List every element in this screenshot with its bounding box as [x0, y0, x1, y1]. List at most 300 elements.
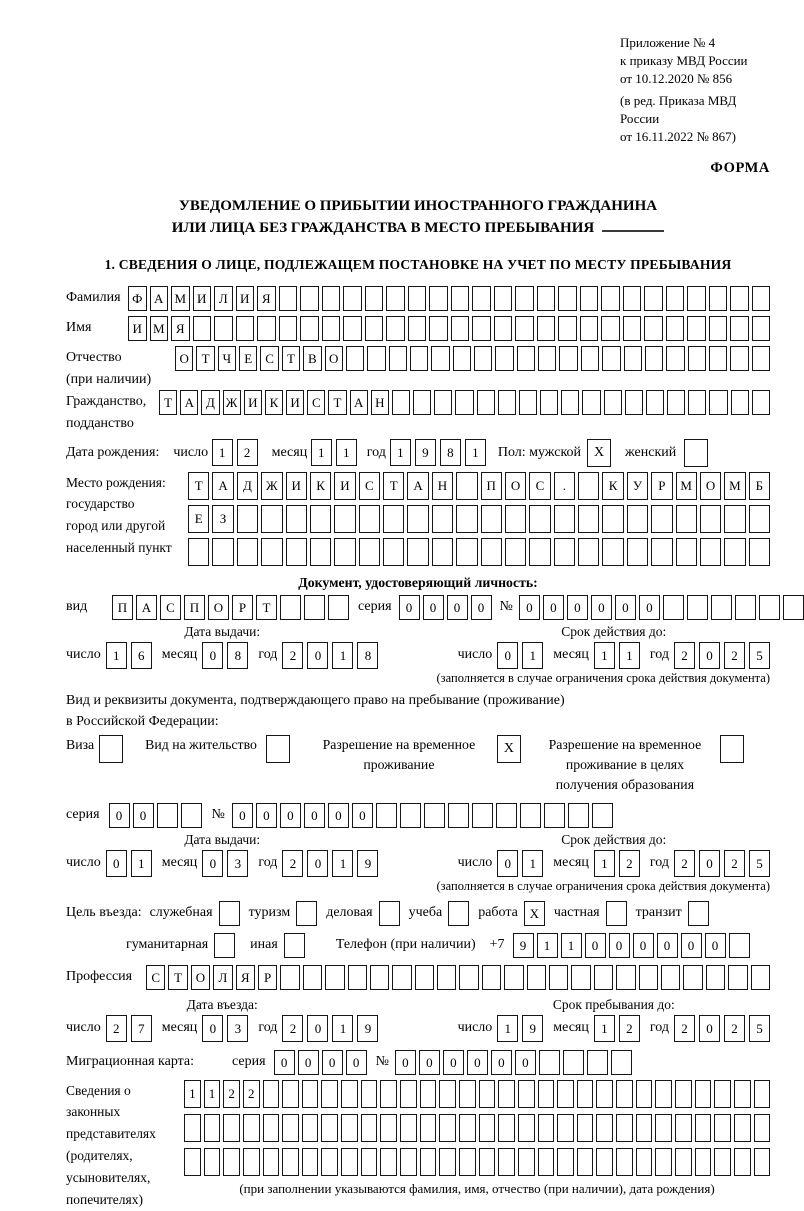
char-cell[interactable]: К: [265, 390, 283, 415]
char-cell[interactable]: [261, 538, 282, 566]
char-cell[interactable]: [496, 803, 517, 828]
char-cell[interactable]: 1: [184, 1080, 201, 1108]
char-cell[interactable]: [257, 316, 276, 341]
char-cell[interactable]: [675, 1114, 692, 1142]
char-cell[interactable]: [367, 346, 385, 371]
char-cell[interactable]: [302, 1148, 319, 1176]
char-cell[interactable]: [310, 505, 331, 533]
char-cell[interactable]: [380, 1148, 397, 1176]
char-cell[interactable]: 1: [332, 642, 353, 669]
char-cell[interactable]: [538, 1148, 555, 1176]
char-cell[interactable]: 0: [497, 642, 518, 669]
char-cell[interactable]: 8: [440, 439, 461, 466]
char-cell[interactable]: [644, 316, 663, 341]
char-cell[interactable]: С: [307, 390, 325, 415]
char-cell[interactable]: 1: [390, 439, 411, 466]
char-cell[interactable]: [204, 1114, 221, 1142]
char-cell[interactable]: 2: [237, 439, 258, 466]
char-cell[interactable]: [666, 346, 684, 371]
char-cell[interactable]: [429, 286, 448, 311]
char-cell[interactable]: Т: [196, 346, 214, 371]
char-cell[interactable]: [392, 390, 410, 415]
char-cell[interactable]: [243, 1114, 260, 1142]
char-cell[interactable]: [99, 735, 123, 763]
char-cell[interactable]: [557, 1080, 574, 1108]
char-cell[interactable]: В: [303, 346, 321, 371]
char-cell[interactable]: [752, 286, 771, 311]
char-cell[interactable]: З: [212, 505, 233, 533]
char-cell[interactable]: [456, 538, 477, 566]
char-cell[interactable]: [451, 316, 470, 341]
char-cell[interactable]: [720, 735, 744, 763]
char-cell[interactable]: 1: [106, 642, 127, 669]
char-cell[interactable]: 0: [419, 1050, 440, 1075]
char-cell[interactable]: [302, 1080, 319, 1108]
char-cell[interactable]: 0: [395, 1050, 416, 1075]
char-cell[interactable]: И: [286, 390, 304, 415]
char-cell[interactable]: [666, 286, 685, 311]
char-cell[interactable]: [577, 1080, 594, 1108]
char-cell[interactable]: [749, 505, 770, 533]
char-cell[interactable]: [413, 390, 431, 415]
char-cell[interactable]: 0: [133, 803, 154, 828]
char-cell[interactable]: [321, 1114, 338, 1142]
char-cell[interactable]: [459, 965, 478, 990]
char-cell[interactable]: [296, 901, 317, 926]
char-cell[interactable]: [616, 1114, 633, 1142]
char-cell[interactable]: О: [208, 595, 229, 620]
char-cell[interactable]: Д: [201, 390, 219, 415]
char-cell[interactable]: [237, 538, 258, 566]
char-cell[interactable]: 9: [415, 439, 436, 466]
char-cell[interactable]: [538, 1114, 555, 1142]
char-cell[interactable]: [676, 505, 697, 533]
char-cell[interactable]: П: [481, 472, 502, 500]
char-cell[interactable]: 9: [357, 1015, 378, 1042]
char-cell[interactable]: 5: [749, 850, 770, 877]
char-cell[interactable]: 0: [202, 850, 223, 877]
char-cell[interactable]: [263, 1114, 280, 1142]
char-cell[interactable]: [520, 803, 541, 828]
char-cell[interactable]: 2: [282, 642, 303, 669]
char-cell[interactable]: 0: [307, 850, 328, 877]
char-cell[interactable]: [730, 346, 748, 371]
char-cell[interactable]: [751, 965, 770, 990]
char-cell[interactable]: [420, 1080, 437, 1108]
char-cell[interactable]: [666, 316, 685, 341]
char-cell[interactable]: [420, 1148, 437, 1176]
char-cell[interactable]: Р: [651, 472, 672, 500]
char-cell[interactable]: [700, 538, 721, 566]
char-cell[interactable]: [279, 286, 298, 311]
char-cell[interactable]: И: [244, 390, 262, 415]
char-cell[interactable]: 9: [513, 933, 534, 958]
char-cell[interactable]: [687, 595, 708, 620]
char-cell[interactable]: [549, 965, 568, 990]
char-cell[interactable]: М: [724, 472, 745, 500]
char-cell[interactable]: [448, 803, 469, 828]
char-cell[interactable]: [386, 316, 405, 341]
char-cell[interactable]: [243, 1148, 260, 1176]
char-cell[interactable]: [623, 286, 642, 311]
char-cell[interactable]: 0: [328, 803, 349, 828]
char-cell[interactable]: [709, 316, 728, 341]
char-cell[interactable]: 0: [639, 595, 660, 620]
char-cell[interactable]: 1: [594, 642, 615, 669]
char-cell[interactable]: [392, 965, 411, 990]
char-cell[interactable]: [482, 965, 501, 990]
char-cell[interactable]: 0: [609, 933, 630, 958]
char-cell[interactable]: Я: [257, 286, 276, 311]
char-cell[interactable]: [783, 595, 804, 620]
char-cell[interactable]: [459, 1080, 476, 1108]
char-cell[interactable]: М: [171, 286, 190, 311]
char-cell[interactable]: [348, 965, 367, 990]
char-cell[interactable]: 0: [519, 595, 540, 620]
char-cell[interactable]: [282, 1080, 299, 1108]
char-cell[interactable]: [688, 346, 706, 371]
char-cell[interactable]: 0: [423, 595, 444, 620]
char-cell[interactable]: [181, 803, 202, 828]
char-cell[interactable]: [459, 1114, 476, 1142]
char-cell[interactable]: [711, 595, 732, 620]
char-cell[interactable]: [518, 1114, 535, 1142]
char-cell[interactable]: [481, 505, 502, 533]
char-cell[interactable]: [188, 538, 209, 566]
title-blank-line[interactable]: [602, 217, 664, 232]
char-cell[interactable]: [479, 1114, 496, 1142]
char-cell[interactable]: [527, 965, 546, 990]
char-cell[interactable]: [424, 803, 445, 828]
char-cell[interactable]: [596, 1114, 613, 1142]
char-cell[interactable]: [675, 1148, 692, 1176]
char-cell[interactable]: [459, 1148, 476, 1176]
char-cell[interactable]: 1: [131, 850, 152, 877]
char-cell[interactable]: [432, 505, 453, 533]
char-cell[interactable]: [538, 1080, 555, 1108]
char-cell[interactable]: Д: [237, 472, 258, 500]
char-cell[interactable]: 0: [202, 1015, 223, 1042]
char-cell[interactable]: [346, 346, 364, 371]
char-cell[interactable]: [415, 965, 434, 990]
char-cell[interactable]: [303, 965, 322, 990]
char-cell[interactable]: Л: [213, 965, 232, 990]
char-cell[interactable]: И: [193, 286, 212, 311]
char-cell[interactable]: [594, 965, 613, 990]
char-cell[interactable]: [408, 316, 427, 341]
char-cell[interactable]: [606, 901, 627, 926]
char-cell[interactable]: [687, 316, 706, 341]
char-cell[interactable]: [687, 286, 706, 311]
char-cell[interactable]: [604, 390, 622, 415]
char-cell[interactable]: О: [175, 346, 193, 371]
char-cell[interactable]: 2: [674, 850, 695, 877]
char-cell[interactable]: 3: [227, 850, 248, 877]
char-cell[interactable]: [481, 538, 502, 566]
char-cell[interactable]: И: [286, 472, 307, 500]
char-cell[interactable]: [505, 505, 526, 533]
char-cell[interactable]: [472, 286, 491, 311]
char-cell[interactable]: [383, 505, 404, 533]
char-cell[interactable]: [322, 316, 341, 341]
char-cell[interactable]: [431, 346, 449, 371]
char-cell[interactable]: [420, 1114, 437, 1142]
char-cell[interactable]: 2: [724, 642, 745, 669]
char-cell[interactable]: А: [212, 472, 233, 500]
char-cell[interactable]: [728, 965, 747, 990]
char-cell[interactable]: [328, 595, 349, 620]
char-cell[interactable]: 1: [561, 933, 582, 958]
char-cell[interactable]: 0: [232, 803, 253, 828]
char-cell[interactable]: [568, 803, 589, 828]
char-cell[interactable]: 9: [357, 850, 378, 877]
char-cell[interactable]: [544, 803, 565, 828]
char-cell[interactable]: 1: [522, 850, 543, 877]
char-cell[interactable]: [644, 286, 663, 311]
char-cell[interactable]: [724, 505, 745, 533]
char-cell[interactable]: [537, 286, 556, 311]
char-cell[interactable]: Б: [749, 472, 770, 500]
char-cell[interactable]: С: [529, 472, 550, 500]
char-cell[interactable]: [376, 803, 397, 828]
char-cell[interactable]: 0: [699, 1015, 720, 1042]
char-cell[interactable]: [734, 1148, 751, 1176]
char-cell[interactable]: [334, 505, 355, 533]
char-cell[interactable]: [439, 1080, 456, 1108]
char-cell[interactable]: 0: [447, 595, 468, 620]
char-cell[interactable]: [695, 1148, 712, 1176]
char-cell[interactable]: [587, 1050, 608, 1075]
char-cell[interactable]: [734, 1114, 751, 1142]
char-cell[interactable]: [602, 538, 623, 566]
char-cell[interactable]: [477, 390, 495, 415]
char-cell[interactable]: [623, 316, 642, 341]
char-cell[interactable]: 0: [705, 933, 726, 958]
char-cell[interactable]: С: [146, 965, 165, 990]
char-cell[interactable]: У: [627, 472, 648, 500]
char-cell[interactable]: 0: [633, 933, 654, 958]
char-cell[interactable]: [341, 1080, 358, 1108]
char-cell[interactable]: [472, 803, 493, 828]
char-cell[interactable]: [700, 505, 721, 533]
char-cell[interactable]: [383, 538, 404, 566]
char-cell[interactable]: [456, 472, 477, 500]
char-cell[interactable]: 2: [282, 850, 303, 877]
char-cell[interactable]: [453, 346, 471, 371]
char-cell[interactable]: [554, 538, 575, 566]
char-cell[interactable]: [479, 1148, 496, 1176]
char-cell[interactable]: [451, 286, 470, 311]
char-cell[interactable]: [282, 1148, 299, 1176]
char-cell[interactable]: [495, 346, 513, 371]
char-cell[interactable]: [709, 346, 727, 371]
char-cell[interactable]: [157, 803, 178, 828]
char-cell[interactable]: [439, 1148, 456, 1176]
char-cell[interactable]: [636, 1148, 653, 1176]
char-cell[interactable]: [389, 346, 407, 371]
char-cell[interactable]: [537, 316, 556, 341]
char-cell[interactable]: [655, 1148, 672, 1176]
char-cell[interactable]: И: [128, 316, 147, 341]
char-cell[interactable]: [455, 390, 473, 415]
char-cell[interactable]: [730, 316, 749, 341]
char-cell[interactable]: [611, 1050, 632, 1075]
char-cell[interactable]: С: [260, 346, 278, 371]
char-cell[interactable]: 1: [204, 1080, 221, 1108]
char-cell[interactable]: [286, 538, 307, 566]
char-cell[interactable]: [577, 1114, 594, 1142]
char-cell[interactable]: [432, 538, 453, 566]
char-cell[interactable]: 0: [585, 933, 606, 958]
char-cell[interactable]: [400, 1114, 417, 1142]
char-cell[interactable]: [676, 538, 697, 566]
char-cell[interactable]: [554, 505, 575, 533]
char-cell[interactable]: [518, 1080, 535, 1108]
char-cell[interactable]: 1: [465, 439, 486, 466]
char-cell[interactable]: Я: [236, 965, 255, 990]
char-cell[interactable]: [596, 1080, 613, 1108]
char-cell[interactable]: С: [359, 472, 380, 500]
char-cell[interactable]: [578, 505, 599, 533]
char-cell[interactable]: [759, 595, 780, 620]
char-cell[interactable]: [655, 1114, 672, 1142]
char-cell[interactable]: [752, 390, 770, 415]
char-cell[interactable]: [434, 390, 452, 415]
char-cell[interactable]: Ж: [223, 390, 241, 415]
char-cell[interactable]: А: [136, 595, 157, 620]
char-cell[interactable]: [646, 390, 664, 415]
char-cell[interactable]: 0: [699, 850, 720, 877]
char-cell[interactable]: [304, 595, 325, 620]
char-cell[interactable]: [663, 595, 684, 620]
char-cell[interactable]: [661, 965, 680, 990]
char-cell[interactable]: 0: [567, 595, 588, 620]
char-cell[interactable]: [695, 1114, 712, 1142]
char-cell[interactable]: [578, 538, 599, 566]
char-cell[interactable]: [602, 505, 623, 533]
char-cell[interactable]: [494, 286, 513, 311]
char-cell[interactable]: 2: [223, 1080, 240, 1108]
char-cell[interactable]: А: [150, 286, 169, 311]
char-cell[interactable]: [529, 538, 550, 566]
char-cell[interactable]: Е: [239, 346, 257, 371]
char-cell[interactable]: [380, 1080, 397, 1108]
char-cell[interactable]: [429, 316, 448, 341]
char-cell[interactable]: [286, 505, 307, 533]
char-cell[interactable]: [334, 538, 355, 566]
char-cell[interactable]: [343, 316, 362, 341]
char-cell[interactable]: А: [180, 390, 198, 415]
char-cell[interactable]: 0: [681, 933, 702, 958]
char-cell[interactable]: 0: [443, 1050, 464, 1075]
char-cell[interactable]: Т: [256, 595, 277, 620]
char-cell[interactable]: [408, 286, 427, 311]
char-cell[interactable]: [754, 1114, 771, 1142]
char-cell[interactable]: 0: [491, 1050, 512, 1075]
char-cell[interactable]: Р: [232, 595, 253, 620]
char-cell[interactable]: [724, 538, 745, 566]
char-cell[interactable]: [302, 1114, 319, 1142]
char-cell[interactable]: П: [112, 595, 133, 620]
char-cell[interactable]: 2: [619, 1015, 640, 1042]
char-cell[interactable]: Н: [432, 472, 453, 500]
char-cell[interactable]: [359, 538, 380, 566]
char-cell[interactable]: [651, 538, 672, 566]
char-cell[interactable]: [407, 505, 428, 533]
char-cell[interactable]: 0: [256, 803, 277, 828]
char-cell[interactable]: [592, 803, 613, 828]
char-cell[interactable]: 0: [471, 595, 492, 620]
char-cell[interactable]: 2: [674, 642, 695, 669]
char-cell[interactable]: [214, 933, 235, 958]
char-cell[interactable]: X: [587, 439, 611, 467]
char-cell[interactable]: [581, 346, 599, 371]
char-cell[interactable]: 5: [749, 1015, 770, 1042]
char-cell[interactable]: 8: [227, 642, 248, 669]
char-cell[interactable]: [280, 965, 299, 990]
char-cell[interactable]: [261, 505, 282, 533]
char-cell[interactable]: 0: [202, 642, 223, 669]
char-cell[interactable]: [343, 286, 362, 311]
char-cell[interactable]: [636, 1114, 653, 1142]
char-cell[interactable]: [538, 346, 556, 371]
char-cell[interactable]: Ж: [261, 472, 282, 500]
char-cell[interactable]: 2: [724, 850, 745, 877]
char-cell[interactable]: 0: [106, 850, 127, 877]
char-cell[interactable]: Т: [282, 346, 300, 371]
char-cell[interactable]: 2: [106, 1015, 127, 1042]
char-cell[interactable]: [625, 390, 643, 415]
char-cell[interactable]: [709, 286, 728, 311]
char-cell[interactable]: [407, 538, 428, 566]
char-cell[interactable]: 1: [537, 933, 558, 958]
char-cell[interactable]: [214, 316, 233, 341]
char-cell[interactable]: [636, 1080, 653, 1108]
char-cell[interactable]: [557, 1114, 574, 1142]
char-cell[interactable]: [627, 538, 648, 566]
char-cell[interactable]: [280, 595, 301, 620]
char-cell[interactable]: А: [350, 390, 368, 415]
char-cell[interactable]: 2: [724, 1015, 745, 1042]
char-cell[interactable]: [448, 901, 469, 926]
char-cell[interactable]: [365, 286, 384, 311]
char-cell[interactable]: 0: [307, 1015, 328, 1042]
char-cell[interactable]: 0: [543, 595, 564, 620]
char-cell[interactable]: [714, 1080, 731, 1108]
char-cell[interactable]: 0: [497, 850, 518, 877]
char-cell[interactable]: 2: [674, 1015, 695, 1042]
char-cell[interactable]: [263, 1080, 280, 1108]
char-cell[interactable]: [557, 1148, 574, 1176]
char-cell[interactable]: [582, 390, 600, 415]
char-cell[interactable]: [237, 505, 258, 533]
char-cell[interactable]: [667, 390, 685, 415]
char-cell[interactable]: Л: [214, 286, 233, 311]
char-cell[interactable]: Р: [258, 965, 277, 990]
char-cell[interactable]: Е: [188, 505, 209, 533]
char-cell[interactable]: [558, 286, 577, 311]
char-cell[interactable]: 1: [619, 642, 640, 669]
char-cell[interactable]: 1: [332, 1015, 353, 1042]
char-cell[interactable]: [749, 538, 770, 566]
char-cell[interactable]: О: [700, 472, 721, 500]
char-cell[interactable]: [223, 1114, 240, 1142]
char-cell[interactable]: [400, 1080, 417, 1108]
char-cell[interactable]: [386, 286, 405, 311]
char-cell[interactable]: [706, 965, 725, 990]
char-cell[interactable]: [379, 901, 400, 926]
char-cell[interactable]: А: [407, 472, 428, 500]
